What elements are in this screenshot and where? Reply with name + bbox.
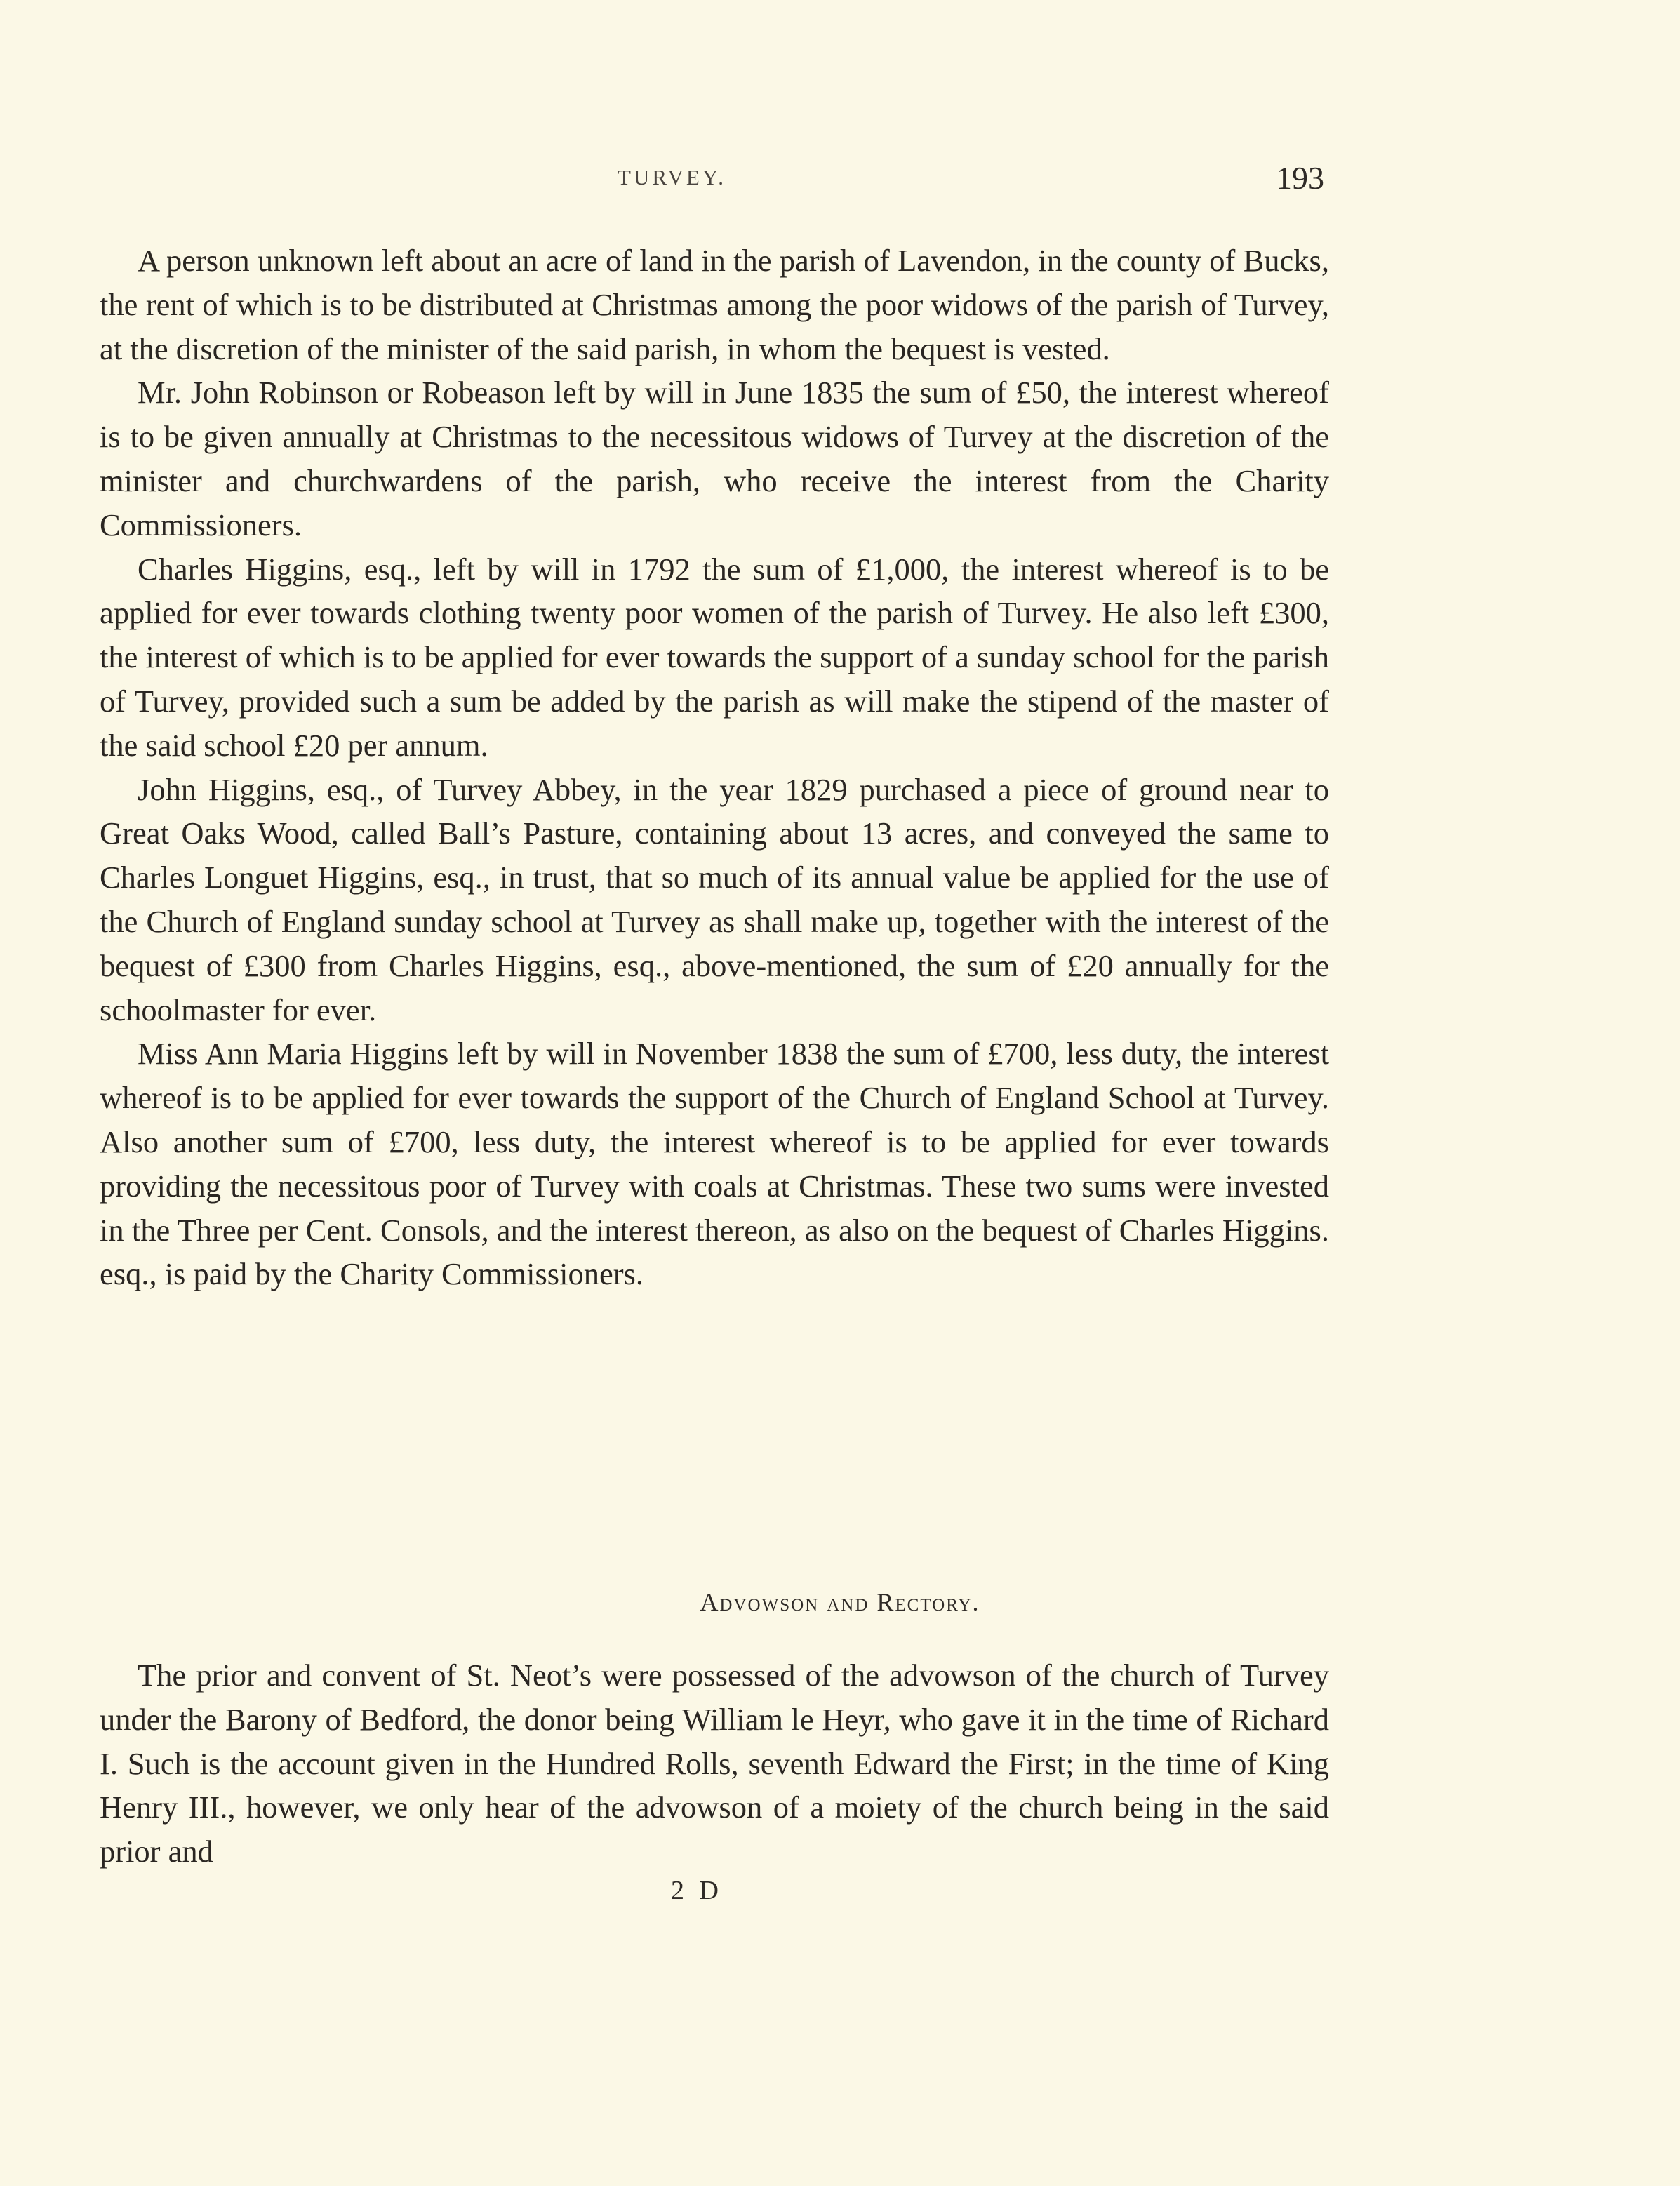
advowson-section	[100, 1653, 1329, 1874]
paragraph-lavendon-bequest: A person unknown left about an acre of land in the parish of Lavendon, in the county of Bucks, the rent of which is to be distributed at Christmas among the poor widows of the parish of Turvey, at the discretion of the minister of the said parish, in whom the bequest is vested.	[100, 243, 1329, 366]
running-title: TURVEY.	[618, 165, 726, 189]
signature-mark: 2 D	[671, 1876, 723, 1905]
page-number: 193	[1276, 160, 1324, 196]
paragraph-ann-maria-higgins-bequest: Miss Ann Maria Higgins left by will in November 1838 the sum of £700, less duty, the interest whereof is to be applied for ever towards the support of the Church of England School at Turvey. Also another sum of £700, less duty, the interest whereof is to be applied for ever towards providing the necessitous poor of Turvey with coals at Christmas. These two sums were invested in the Three per Cent. Consols, and the interest thereon, as also on the bequest of Charles Higgins. esq., is paid by the Charity Commissioners.	[100, 1036, 1329, 1292]
running-head	[0, 160, 1680, 207]
paragraph-advowson: The prior and convent of St. Neot’s were possessed of the advowson of the church of Turvey under the Barony of Bedford, the donor being William le Heyr, who gave it in the time of Richard I. Such is the account given in the Hundred Rolls, seventh Edward the First; in the time of King Henry III., however, we only hear of the advowson of a moiety of the church being in the said prior and	[100, 1658, 1329, 1870]
paragraph-robinson-bequest: Mr. John Robinson or Robeason left by will in June 1835 the sum of £50, the interest whereof is to be given annually at Christmas to the necessitous widows of Turvey at the discretion of the minister and churchwardens of the parish, who receive the interest from the Charity Commissioners.	[100, 375, 1329, 542]
charities-section	[100, 239, 1329, 1296]
section-heading: Advowson and Rectory.	[700, 1588, 980, 1616]
paragraph-john-higgins-bequest: John Higgins, esq., of Turvey Abbey, in the year 1829 purchased a piece of ground near to Great Oaks Wood, called Ball’s Pasture, containing about 13 acres, and conveyed the same to Charles Longuet Higgins, esq., in trust, that so much of its annual value be applied for the use of the Church of England sunday school at Turvey as shall make up, together with the interest of the bequest of £300 from Charles Higgins, esq., above-mentioned, the sum of £20 annually for the schoolmaster for ever.	[100, 771, 1329, 1027]
paragraph-charles-higgins-bequest: Charles Higgins, esq., left by will in 1792 the sum of £1,000, the interest whereof is to be applied for ever towards clothing twenty poor women of the parish of Turvey. He also left £300, the interest of which is to be applied for ever towards the support of a sunday school for the parish of Turvey, provided such a sum be added by the parish as will make the stipend of the master of the said school £20 per annum.	[100, 551, 1329, 763]
